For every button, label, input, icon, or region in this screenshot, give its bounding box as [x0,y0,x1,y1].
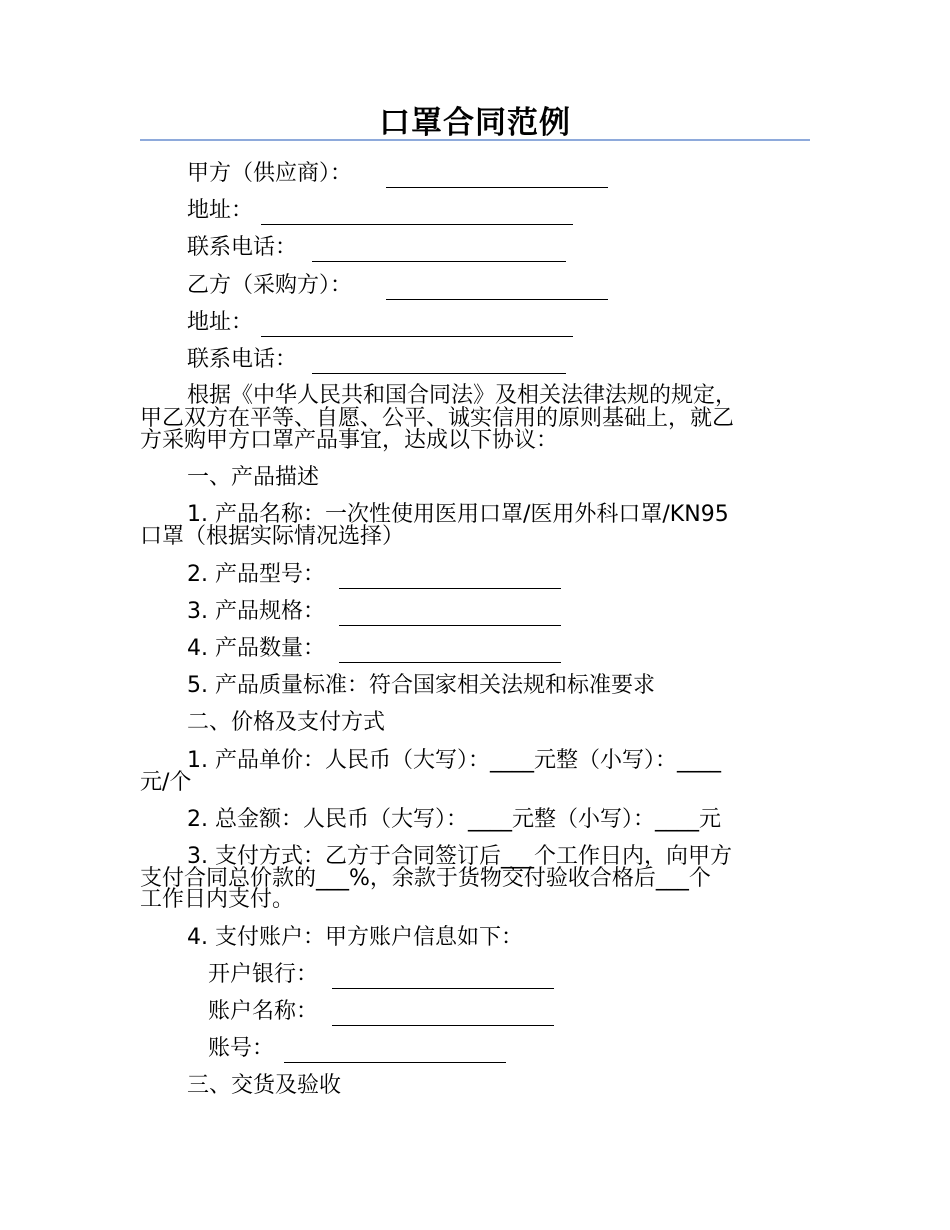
account-name-blank [332,1025,554,1026]
bank-blank [332,988,554,989]
product-name-line-2: 口罩（根据实际情况选择） [140,524,405,549]
party-b-label: 乙方（采购方）： [187,273,353,298]
party-b-blank [386,299,608,300]
payment-account-heading: 4. 支付账户：甲方账户信息如下： [187,925,523,950]
product-quantity-label: 4. 产品数量： [187,636,325,661]
section-3-heading: 三、交货及验收 [187,1073,342,1098]
section-2-heading: 二、价格及支付方式 [187,710,386,735]
party-a-address-blank [261,224,573,225]
party-b-phone-blank [312,373,566,374]
unit-price-line-2: 元/个 [140,770,192,795]
bank-label: 开户银行： [208,962,319,987]
payment-method-line-2: 支付合同总价款的___%，余款于货物交付验收合格后___个 [140,866,711,891]
account-name-label: 账户名称： [208,999,319,1024]
total-amount: 2. 总金额：人民币（大写）：____元整（小写）：____元 [187,807,721,832]
product-quality-standard: 5. 产品质量标准：符合国家相关法规和标准要求 [187,673,655,698]
party-a-phone-label: 联系电话： [187,235,298,260]
party-a-label: 甲方（供应商）： [187,161,353,186]
section-1-heading: 一、产品描述 [187,465,320,490]
title-rule [140,139,810,141]
payment-method-line-3: 工作日内支付。 [140,887,295,912]
product-model-blank [339,588,561,589]
product-spec-label: 3. 产品规格： [187,599,325,624]
product-model-label: 2. 产品型号： [187,562,325,587]
payment-method-line-1: 3. 支付方式：乙方于合同签订后___个工作日内，向甲方 [187,844,732,869]
account-number-label: 账号： [208,1036,275,1061]
account-number-blank [284,1062,506,1063]
product-spec-blank [339,625,561,626]
preamble-line-2: 甲乙双方在平等、自愿、公平、诚实信用的原则基础上，就乙 [140,406,735,431]
party-b-address-blank [261,336,573,337]
preamble-line-3: 方采购甲方口罩产品事宜，达成以下协议： [140,428,559,453]
document-title: 口罩合同范例 [379,105,571,141]
product-name-line-1: 1. 产品名称：一次性使用医用口罩/医用外科口罩/KN95 [187,502,729,527]
product-quantity-blank [339,662,561,663]
preamble-line-1: 根据《中华人民共和国合同法》及相关法律法规的规定， [187,383,738,408]
party-a-blank [386,187,608,188]
party-a-address-label: 地址： [187,198,254,223]
unit-price-line-1: 1. 产品单价：人民币（大写）：____元整（小写）：____ [187,748,721,773]
party-a-phone-blank [312,261,566,262]
party-b-phone-label: 联系电话： [187,347,298,372]
party-b-address-label: 地址： [187,310,254,335]
